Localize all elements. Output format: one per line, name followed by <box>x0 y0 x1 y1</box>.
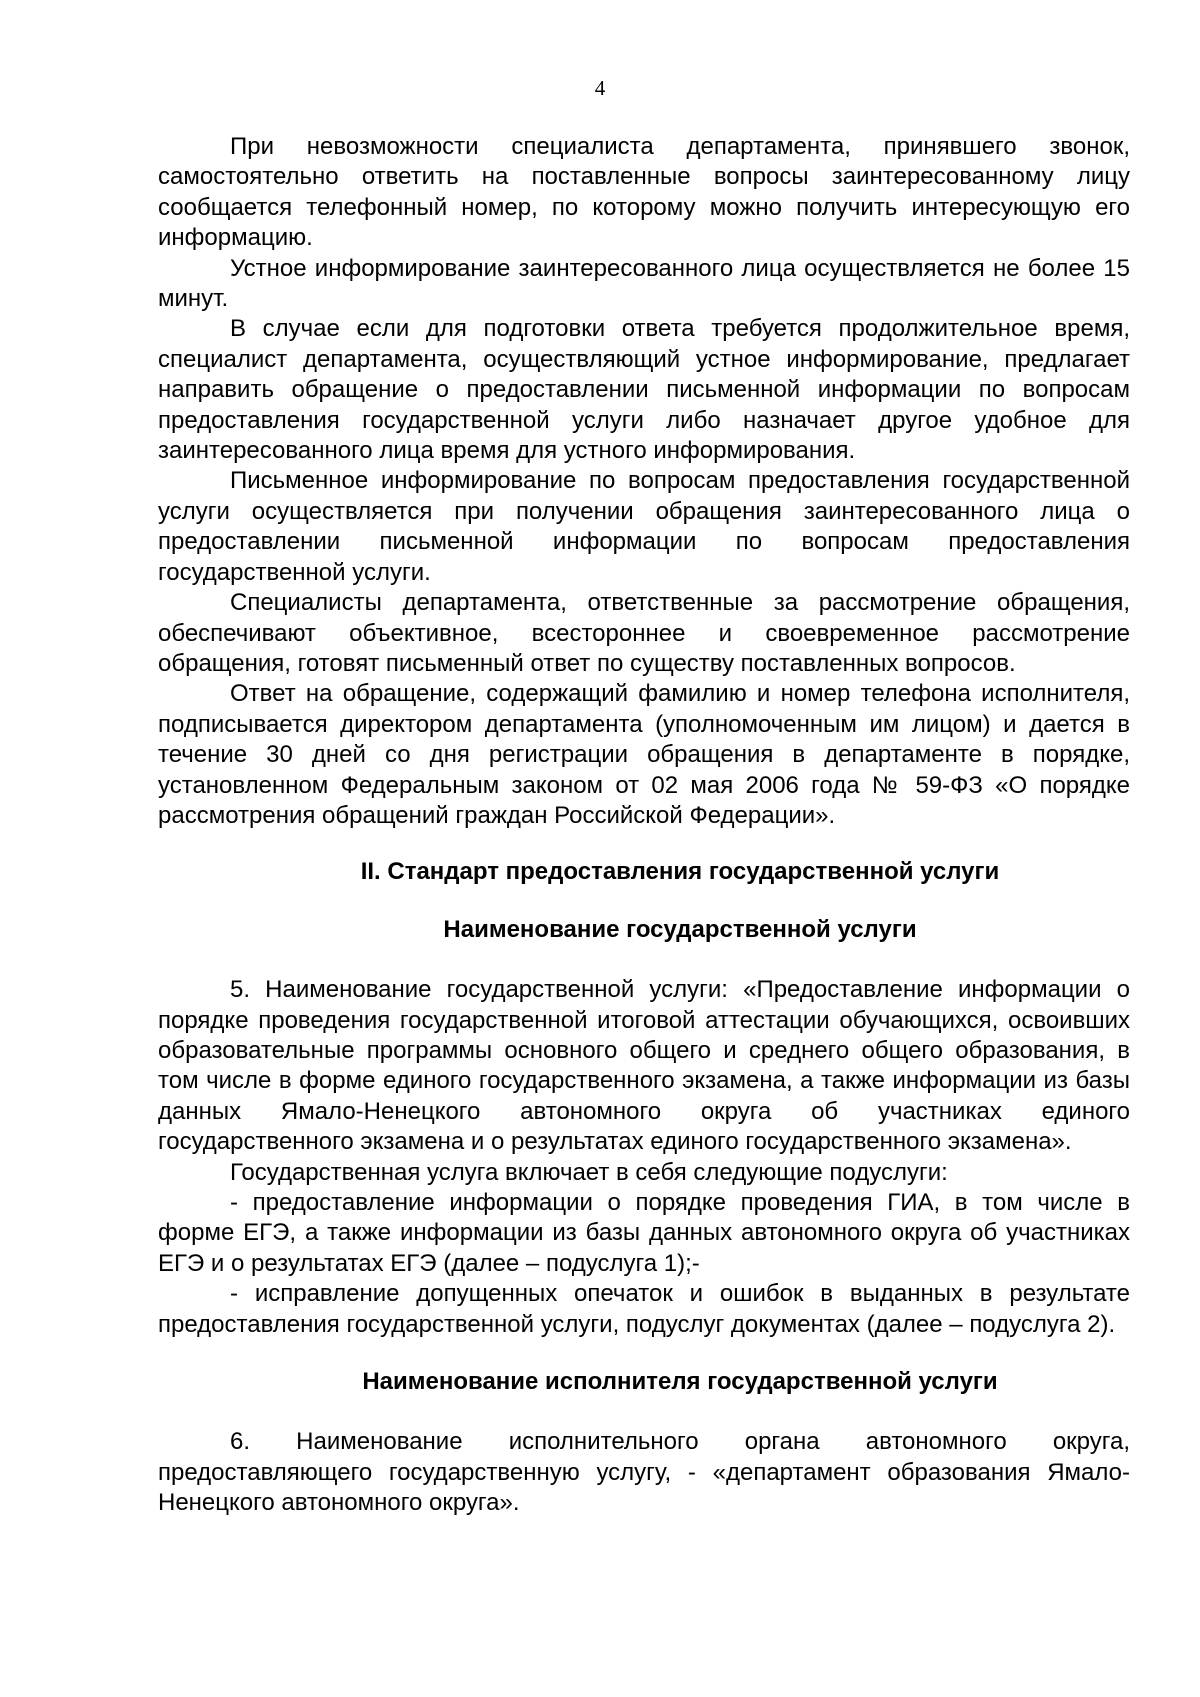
subheading-executor: Наименование исполнителя государственной услуги <box>362 1368 998 1396</box>
page-number: 4 <box>594 76 606 100</box>
paragraph-specialists-review: Специалисты департамента, ответственные за рассмотрение обращения, обеспечивают объективное, всестороннее и своевременное рассмотрение обращения, готовят письменный ответ по существу поставленных вопросов. <box>158 589 1130 677</box>
paragraph-phone-referral: При невозможности специалиста департамента, принявшего звонок, самостоятельно ответить на поставленные вопросы заинтересованному лицу сообщается телефонный номер, по которому можно получить интересующую его информацию. <box>158 133 1130 252</box>
paragraph-extended-time: В случае если для подготовки ответа требуется продолжительное время, специалист департамента, осуществляющий устное информирование, предлагает направить обращение о предоставлении письменной информации по вопросам предоставления государственной услуги либо назначает другое удобное для заинтересованного лица время для устного информирования. <box>158 315 1130 465</box>
paragraph-response-terms: Ответ на обращение, содержащий фамилию и номер телефона исполнителя, подписывается директором департамента (уполномоченным им лицом) и дается в течение 30 дней со дня регистрации обращения в департаменте в порядке, установленном Федеральным законом от 02 мая 2006 года № 59-ФЗ «О порядке рассмотрения обращений граждан Российской Федерации». <box>158 680 1130 829</box>
paragraph-subservices-intro: Государственная услуга включает в себя следующие подуслуги: <box>230 1158 948 1186</box>
document-body <box>158 132 1130 1519</box>
paragraph-executor-name: 6. Наименование исполнительного органа автономного округа, предоставляющего государственную услугу, - «департамент образования Ямало-Ненецкого автономного округа». <box>158 1428 1130 1517</box>
subheading-service-name: Наименование государственной услуги <box>443 915 917 943</box>
paragraph-service-name: 5. Наименование государственной услуги: «Предоставление информации о порядке проведения государственной итоговой аттестации обучающихся, освоивших образовательные программы основного общего и среднего общего образования, в том числе в форме единого государственного экзамена, а также информации из базы данных Ямало-Ненецкого автономного округа об участниках единого государственного экзамена и о результатах единого государственного экзамена». <box>158 976 1130 1156</box>
paragraph-subservice-2: - исправление допущенных опечаток и ошибок в выданных в результате предоставления государственной услуги, подуслуг документах (далее – подуслуга 2). <box>158 1280 1130 1338</box>
paragraph-oral-duration: Устное информирование заинтересованного лица осуществляется не более 15 минут. <box>158 254 1130 313</box>
section-heading: II. Стандарт предоставления государственной услуги <box>360 858 1000 886</box>
paragraph-written-info: Письменное информирование по вопросам предоставления государственной услуги осуществляется при получении обращения заинтересованного лица о предоставлении письменной информации по вопросам предоставления государственной услуги. <box>158 467 1130 586</box>
paragraph-subservice-1: - предоставление информации о порядке проведения ГИА, в том числе в форме ЕГЭ, а также информации из базы данных автономного округа об участниках ЕГЭ и о результатах ЕГЭ (далее – подуслуга 1);- <box>158 1189 1130 1277</box>
